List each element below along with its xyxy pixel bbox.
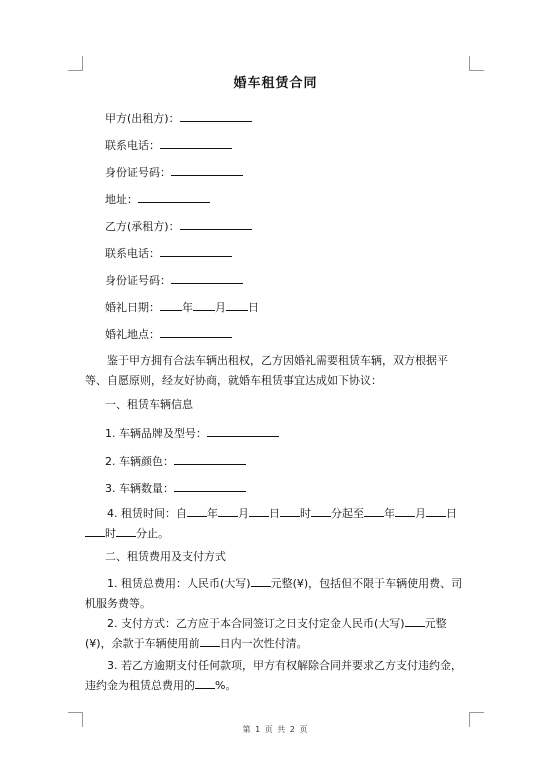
- item-1-3-label: 3. 车辆数量：: [105, 482, 174, 495]
- document-title: 婚车租赁合同: [233, 76, 318, 91]
- phone-b-label: 联系电话：: [105, 247, 160, 260]
- start-year-blank[interactable]: [187, 505, 207, 517]
- address-label: 地址：: [105, 193, 138, 206]
- wedding-month-blank[interactable]: [193, 299, 215, 311]
- wedding-year-text: 年: [182, 301, 193, 314]
- wedding-date-line: [105, 299, 259, 315]
- payment-days-blank[interactable]: [200, 635, 220, 647]
- end-month-blank[interactable]: [395, 505, 415, 517]
- item-1-4-paragraph: [85, 504, 469, 544]
- end-minute-blank[interactable]: [116, 525, 136, 537]
- end-minute-text: 分止。: [136, 527, 169, 540]
- start-minute-text: 分起至: [331, 507, 364, 520]
- end-hour-text: 时: [105, 527, 116, 540]
- item-2-2-paragraph: [85, 614, 469, 654]
- start-month-blank[interactable]: [218, 505, 238, 517]
- id-b-label: 身份证号码：: [105, 274, 171, 287]
- id-b-blank[interactable]: [171, 272, 243, 284]
- item-2-3-paragraph: [85, 656, 469, 696]
- item-2-1-paragraph: [85, 574, 469, 614]
- item-1-2-label: 2. 车辆颜色：: [105, 455, 174, 468]
- item-2-3-text-b: %。: [215, 679, 237, 692]
- end-year-blank[interactable]: [364, 505, 384, 517]
- end-hour-blank[interactable]: [85, 525, 105, 537]
- wedding-place-label: 婚礼地点：: [105, 328, 160, 341]
- end-month-text: 月: [415, 507, 426, 520]
- party-b-label: 乙方(承租方)：: [105, 220, 180, 233]
- wedding-year-blank[interactable]: [160, 299, 182, 311]
- wedding-place-blank[interactable]: [160, 326, 232, 338]
- wedding-month-text: 月: [215, 301, 226, 314]
- total-fee-blank[interactable]: [251, 575, 271, 587]
- party-b-blank[interactable]: [180, 218, 252, 230]
- page-footer: 第 1 页 共 2 页: [242, 725, 309, 734]
- intro-paragraph: [85, 351, 469, 391]
- end-year-text: 年: [384, 507, 395, 520]
- item-2-3-text-a: 3. 若乙方逾期支付任何款项，甲方有权解除合同并要求乙方支付违约金，违约金为租赁总费用的: [85, 659, 462, 692]
- address-blank[interactable]: [138, 191, 210, 203]
- id-b-line: [105, 272, 243, 288]
- wedding-place-line: [105, 326, 232, 342]
- penalty-percent-blank[interactable]: [195, 677, 215, 689]
- item-1-1-line: [105, 425, 279, 441]
- phone-a-label: 联系电话：: [105, 139, 160, 152]
- item-2-2-text-c: 日内一次性付清。: [219, 637, 308, 650]
- section-1-heading: 一、租赁车辆信息: [105, 398, 193, 411]
- item-1-1-blank[interactable]: [207, 425, 279, 437]
- start-hour-blank[interactable]: [280, 505, 300, 517]
- party-a-label: 甲方(出租方)：: [105, 112, 180, 125]
- item-2-2-text-a: 2. 支付方式：乙方应于本合同签订之日支付定金人民币(大写): [107, 617, 405, 630]
- phone-b-line: [105, 245, 232, 261]
- item-1-3-blank[interactable]: [174, 480, 246, 492]
- wedding-day-blank[interactable]: [226, 299, 248, 311]
- party-b-line: [105, 218, 252, 234]
- start-year-text: 年: [207, 507, 218, 520]
- address-line: [105, 191, 210, 207]
- party-a-line: [105, 110, 252, 126]
- start-month-text: 月: [238, 507, 249, 520]
- item-2-2-text-b: 元整(¥)，余款于车辆使用前: [85, 617, 447, 650]
- start-minute-blank[interactable]: [311, 505, 331, 517]
- intro-text: 鉴于甲方拥有合法车辆出租权，乙方因婚礼需要租赁车辆，双方根据平等、自愿原则，经友好协商，就婚车租赁事宜达成如下协议：: [85, 354, 448, 387]
- item-1-2-blank[interactable]: [174, 453, 246, 465]
- item-1-4-label: 4. 租赁时间：自: [107, 507, 187, 520]
- item-1-1-label: 1. 车辆品牌及型号：: [105, 427, 207, 440]
- phone-a-blank[interactable]: [160, 137, 232, 149]
- id-a-line: [105, 164, 243, 180]
- margin-mark-top-right: [469, 56, 484, 71]
- end-day-text: 日: [446, 507, 457, 520]
- party-a-blank[interactable]: [180, 110, 252, 122]
- item-2-1-text-b: 元整(¥)，包括但不限于车辆使用费、司机服务费等。: [85, 577, 463, 610]
- deposit-blank[interactable]: [405, 615, 425, 627]
- item-1-2-line: [105, 453, 246, 469]
- start-hour-text: 时: [300, 507, 311, 520]
- item-1-3-line: [105, 480, 246, 496]
- wedding-day-text: 日: [248, 301, 259, 314]
- start-day-text: 日: [269, 507, 280, 520]
- margin-mark-top-left: [68, 56, 83, 71]
- phone-a-line: [105, 137, 232, 153]
- phone-b-blank[interactable]: [160, 245, 232, 257]
- item-2-1-text-a: 1. 租赁总费用：人民币(大写): [107, 577, 251, 590]
- end-day-blank[interactable]: [426, 505, 446, 517]
- section-2-heading: 二、租赁费用及支付方式: [105, 550, 226, 563]
- id-a-blank[interactable]: [171, 164, 243, 176]
- start-day-blank[interactable]: [249, 505, 269, 517]
- wedding-date-label: 婚礼日期：: [105, 301, 160, 314]
- id-a-label: 身份证号码：: [105, 166, 171, 179]
